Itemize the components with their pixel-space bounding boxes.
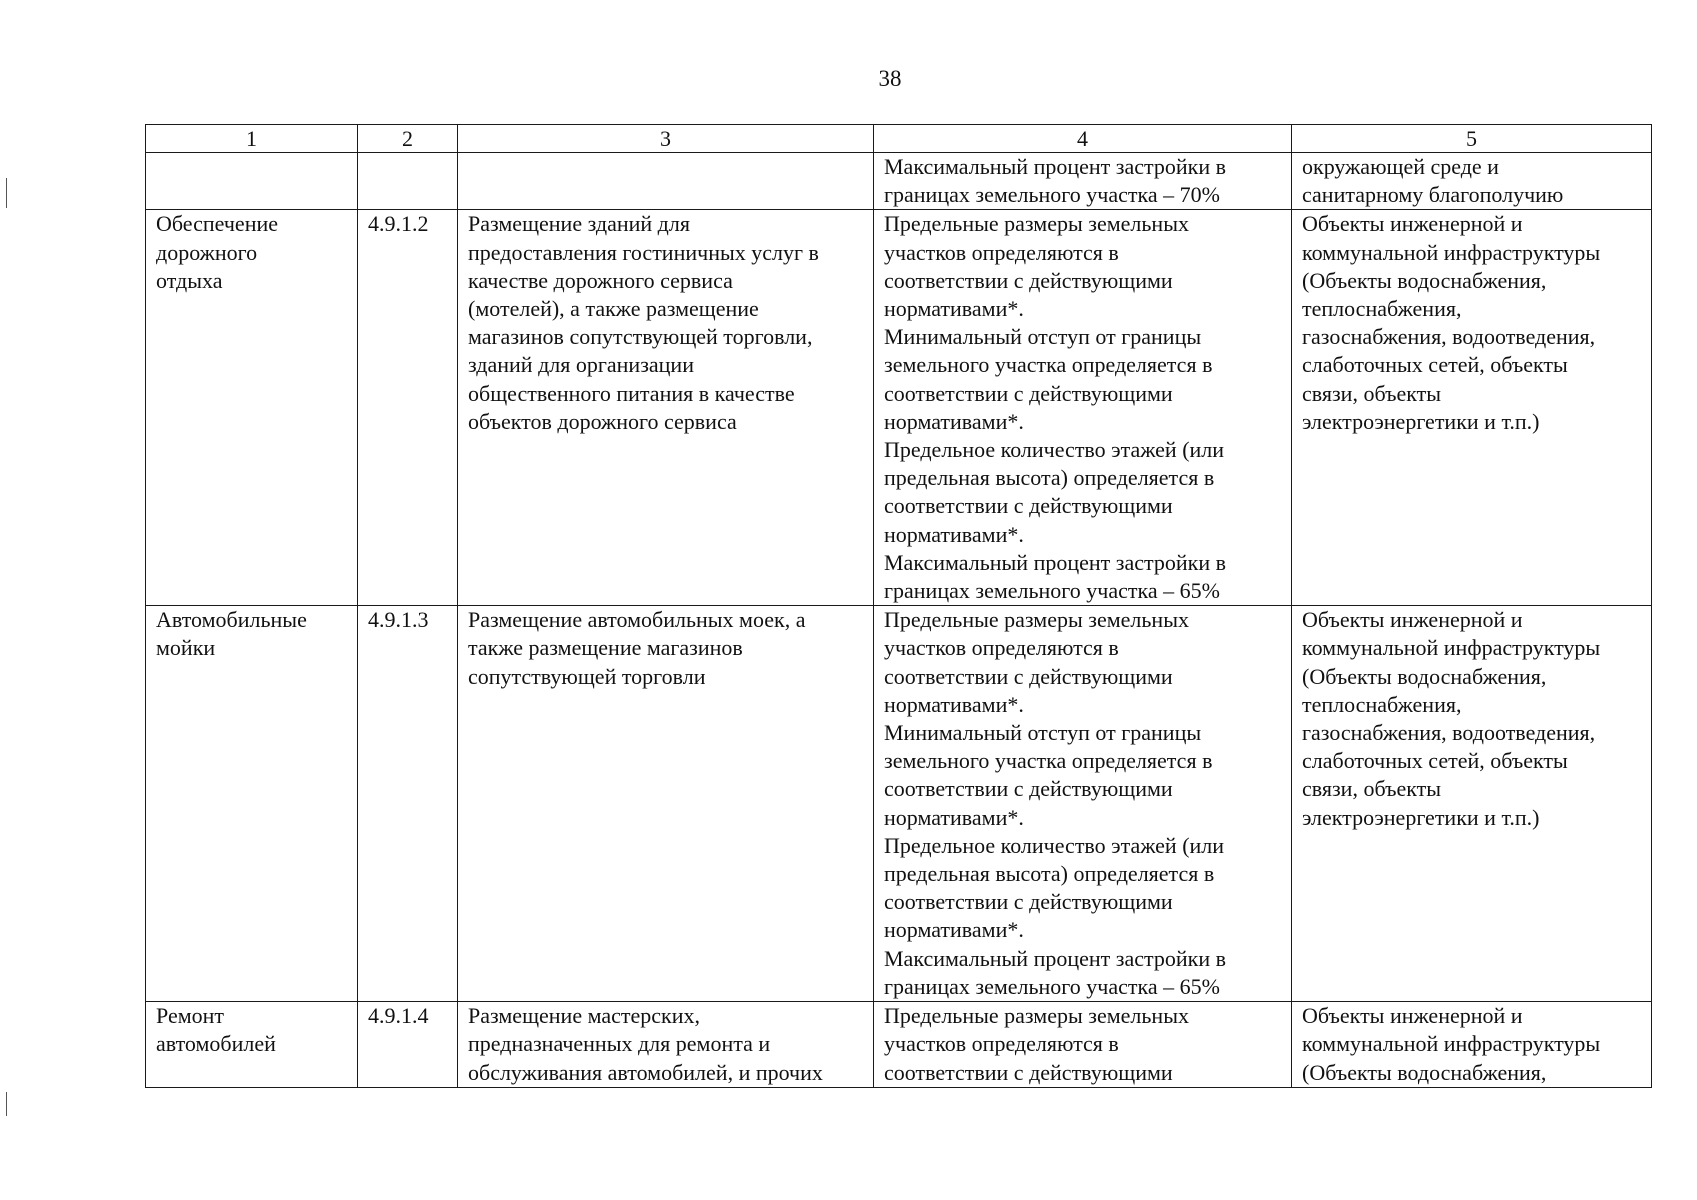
table-row bbox=[146, 606, 1652, 1002]
text-line: нормативами*. bbox=[884, 691, 1024, 717]
text-line: 4.9.1.4 bbox=[368, 1003, 429, 1029]
use-name-cell bbox=[146, 153, 358, 210]
infrastructure-cell bbox=[1292, 153, 1652, 210]
text-line: теплоснабжения, bbox=[1302, 691, 1462, 717]
text-line: качестве дорожного сервиса bbox=[468, 267, 733, 293]
text-line: Ремонт bbox=[156, 1003, 225, 1029]
use-name-cell bbox=[146, 1002, 358, 1088]
text-line: теплоснабжения, bbox=[1302, 296, 1462, 322]
text-line: коммунальной инфраструктуры bbox=[1302, 1031, 1601, 1057]
text-line: электроэнергетики и т.п.) bbox=[1302, 408, 1540, 434]
use-description-cell bbox=[458, 153, 874, 210]
text-line: Минимальный отступ от границы bbox=[884, 720, 1202, 746]
parameters-cell bbox=[874, 1002, 1292, 1088]
text-line: соответствии с действующими bbox=[884, 267, 1173, 293]
text-line: коммунальной инфраструктуры bbox=[1302, 635, 1601, 661]
text-line: предоставления гостиничных услуг в bbox=[468, 239, 819, 265]
text-line: объектов дорожного сервиса bbox=[468, 408, 737, 434]
text-line: Автомобильные bbox=[156, 607, 307, 633]
text-line: предельная высота) определяется в bbox=[884, 861, 1215, 887]
text-line: связи, объекты bbox=[1302, 776, 1442, 802]
text-line: Максимальный процент застройки в bbox=[884, 154, 1226, 179]
text-line: Максимальный процент застройки в bbox=[884, 549, 1226, 575]
parameters-cell bbox=[874, 153, 1292, 210]
text-line: соответствии с действующими bbox=[884, 493, 1173, 519]
parameters-cell bbox=[874, 210, 1292, 606]
text-line: также размещение магазинов bbox=[468, 635, 743, 661]
column-header: 2 bbox=[358, 125, 458, 153]
text-line: газоснабжения, водоотведения, bbox=[1302, 324, 1596, 350]
text-line: Минимальный отступ от границы bbox=[884, 324, 1202, 350]
column-header: 1 bbox=[146, 125, 358, 153]
text-line: Предельное количество этажей (или bbox=[884, 832, 1225, 858]
text-line: дорожного bbox=[156, 239, 258, 265]
infrastructure-cell bbox=[1292, 606, 1652, 1002]
text-line: нормативами*. bbox=[884, 408, 1024, 434]
text-line: Максимальный процент застройки в bbox=[884, 945, 1226, 971]
text-line: магазинов сопутствующей торговли, bbox=[468, 324, 813, 350]
text-line: соответствии с действующими bbox=[884, 663, 1173, 689]
text-line: границах земельного участка – 70% bbox=[884, 182, 1220, 208]
text-line: предназначенных для ремонта и bbox=[468, 1031, 771, 1057]
text-line: предельная высота) определяется в bbox=[884, 465, 1215, 491]
text-line: нормативами*. bbox=[884, 296, 1024, 322]
use-code-cell bbox=[358, 210, 458, 606]
text-line: окружающей среде и bbox=[1302, 154, 1499, 179]
text-line: соответствии с действующими bbox=[884, 889, 1173, 915]
text-line: нормативами*. bbox=[884, 521, 1024, 547]
text-line: соответствии с действующими bbox=[884, 380, 1173, 406]
text-line: Размещение зданий для bbox=[468, 211, 690, 237]
text-line: нормативами*. bbox=[884, 804, 1024, 830]
text-line: участков определяются в bbox=[884, 1031, 1119, 1057]
text-line: границах земельного участка – 65% bbox=[884, 578, 1220, 604]
regulations-table bbox=[145, 124, 1652, 1088]
text-line: электроэнергетики и т.п.) bbox=[1302, 804, 1540, 830]
table-row bbox=[146, 210, 1652, 606]
text-line: Объекты инженерной и bbox=[1302, 211, 1523, 237]
text-line: Объекты инженерной и bbox=[1302, 607, 1523, 633]
text-line: участков определяются в bbox=[884, 635, 1119, 661]
use-description-cell bbox=[458, 210, 874, 606]
text-line: Предельные размеры земельных bbox=[884, 211, 1189, 237]
text-line: общественного питания в качестве bbox=[468, 380, 795, 406]
text-line: Обеспечение bbox=[156, 211, 278, 237]
text-line: Размещение автомобильных моек, а bbox=[468, 607, 806, 633]
table-row bbox=[146, 1002, 1652, 1088]
text-line: земельного участка определяется в bbox=[884, 352, 1213, 378]
text-line: участков определяются в bbox=[884, 239, 1119, 265]
infrastructure-cell bbox=[1292, 1002, 1652, 1088]
infrastructure-cell bbox=[1292, 210, 1652, 606]
text-line: Предельные размеры земельных bbox=[884, 1003, 1189, 1029]
text-line: (Объекты водоснабжения, bbox=[1302, 267, 1547, 293]
table-row bbox=[146, 153, 1652, 210]
text-line: санитарному благополучию bbox=[1302, 182, 1564, 208]
text-line: слаботочных сетей, объекты bbox=[1302, 748, 1568, 774]
text-line: (мотелей), а также размещение bbox=[468, 296, 759, 322]
text-line: зданий для организации bbox=[468, 352, 694, 378]
parameters-cell bbox=[874, 606, 1292, 1002]
column-header: 3 bbox=[458, 125, 874, 153]
text-line: границах земельного участка – 65% bbox=[884, 973, 1220, 999]
text-line: Объекты инженерной и bbox=[1302, 1003, 1523, 1029]
margin-mark bbox=[6, 1092, 7, 1116]
text-line: соответствии с действующими bbox=[884, 1059, 1173, 1085]
text-line: мойки bbox=[156, 635, 216, 661]
text-line: сопутствующей торговли bbox=[468, 663, 706, 689]
use-name-cell bbox=[146, 210, 358, 606]
use-code-cell bbox=[358, 153, 458, 210]
use-description-cell bbox=[458, 606, 874, 1002]
text-line: газоснабжения, водоотведения, bbox=[1302, 720, 1596, 746]
text-line: слаботочных сетей, объекты bbox=[1302, 352, 1568, 378]
text-line: обслуживания автомобилей, и прочих bbox=[468, 1059, 823, 1085]
table-header-row bbox=[146, 125, 1652, 153]
use-description-cell bbox=[458, 1002, 874, 1088]
page-number: 38 bbox=[878, 66, 902, 91]
text-line: (Объекты водоснабжения, bbox=[1302, 1059, 1547, 1085]
text-line: (Объекты водоснабжения, bbox=[1302, 663, 1547, 689]
text-line: 4.9.1.3 bbox=[368, 607, 429, 633]
use-code-cell bbox=[358, 1002, 458, 1088]
use-name-cell bbox=[146, 606, 358, 1002]
text-line: земельного участка определяется в bbox=[884, 748, 1213, 774]
margin-mark bbox=[6, 178, 7, 208]
column-header: 4 bbox=[874, 125, 1292, 153]
text-line: соответствии с действующими bbox=[884, 776, 1173, 802]
column-header: 5 bbox=[1292, 125, 1652, 153]
text-line: связи, объекты bbox=[1302, 380, 1442, 406]
text-line: Размещение мастерских, bbox=[468, 1003, 700, 1029]
text-line: нормативами*. bbox=[884, 917, 1024, 943]
text-line: автомобилей bbox=[156, 1031, 276, 1057]
use-code-cell bbox=[358, 606, 458, 1002]
text-line: Предельное количество этажей (или bbox=[884, 437, 1225, 463]
text-line: Предельные размеры земельных bbox=[884, 607, 1189, 633]
text-line: отдыха bbox=[156, 267, 223, 293]
text-line: коммунальной инфраструктуры bbox=[1302, 239, 1601, 265]
text-line: 4.9.1.2 bbox=[368, 211, 429, 237]
